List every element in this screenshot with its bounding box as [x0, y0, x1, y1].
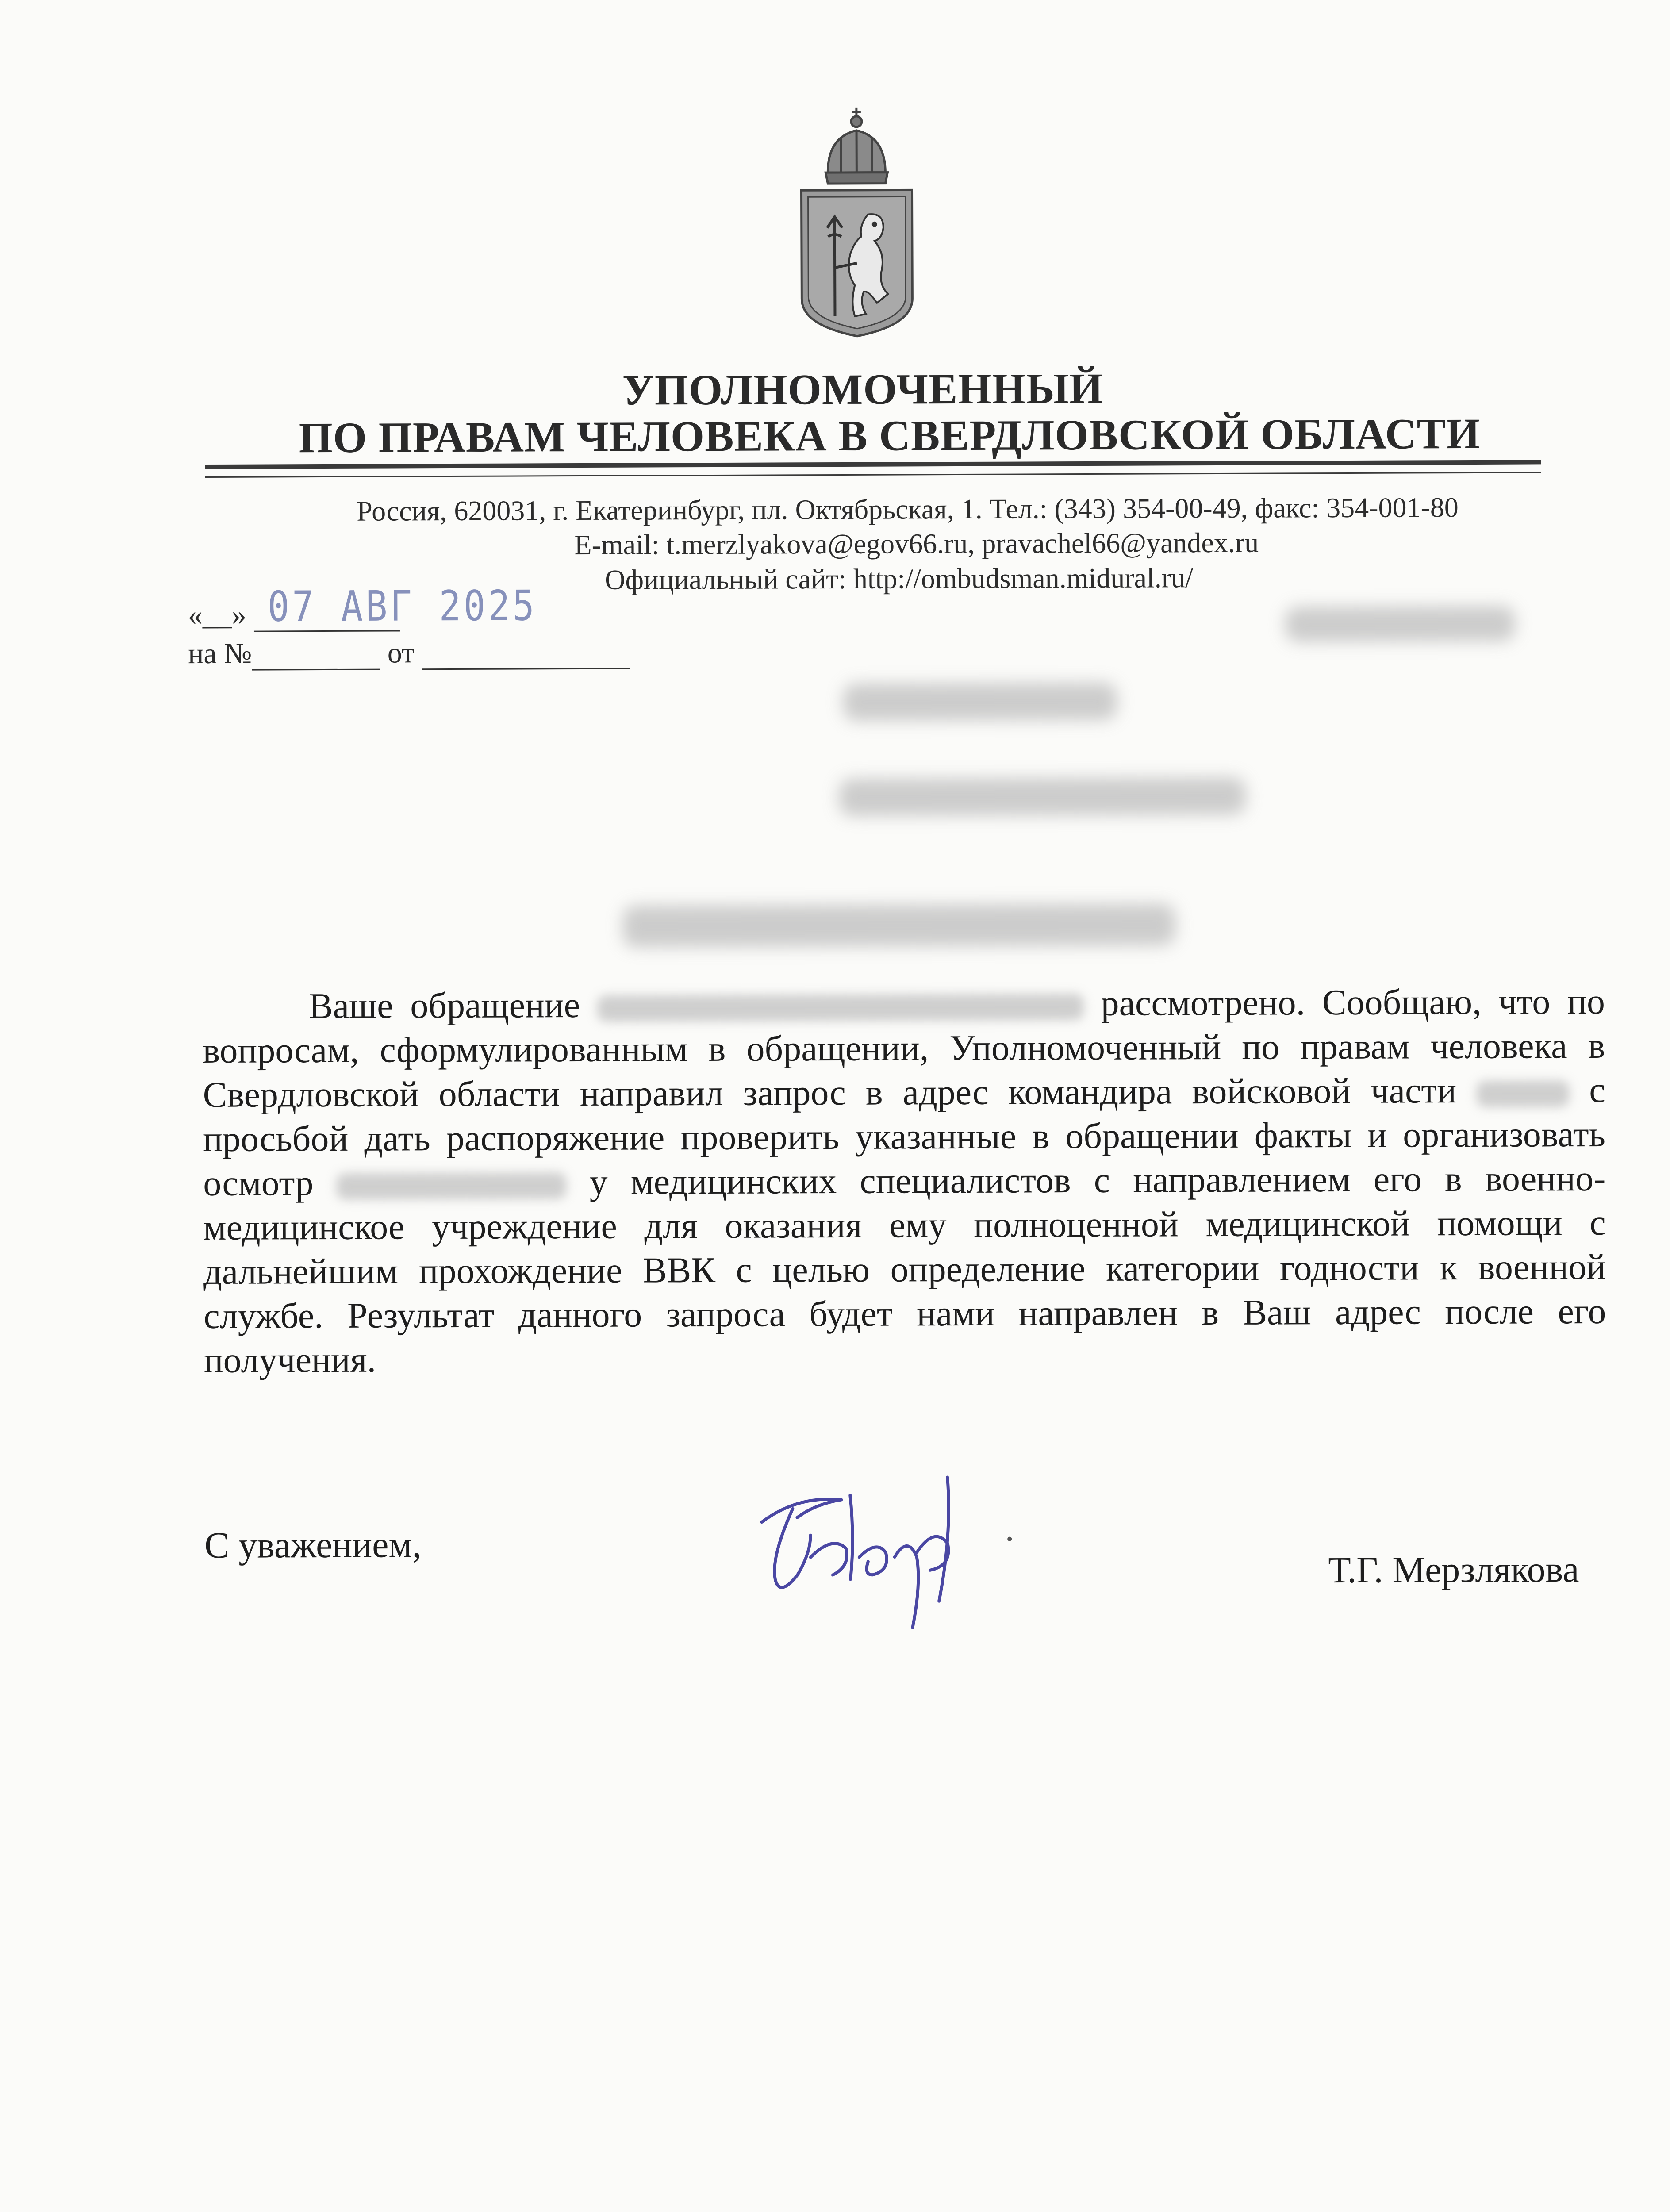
body-text-part-2: рассмотрено. Сообщаю, что по вопросам, сформулированным в обращении, Уполномоченный по правам человека в Свердловской области направил запрос в адрес командира войсковой части [203, 981, 1605, 1115]
org-title-line2: ПО ПРАВАМ ЧЕЛОВЕКА В СВЕРДЛОВСКОЙ ОБЛАСТИ [299, 410, 1481, 462]
redacted-appeal-number [597, 994, 1084, 1022]
redacted-recipient-email [839, 777, 1246, 816]
email-line: E-mail: t.merzlyakova@egov66.ru, pravachel66@yandex.ru [574, 526, 1259, 561]
redacted-recipient-name [843, 683, 1117, 721]
body-text-part-3: с просьбой дать распоряжение проверить указанные в обращении факты и организовать осмотр [203, 1069, 1606, 1204]
from-blank [422, 641, 630, 670]
body-text-part-1: Ваше обращение [308, 985, 580, 1026]
sverdlovsk-coat-of-arms-icon [783, 95, 930, 343]
address-line: Россия, 620031, г. Екатеринбург, пл. Октябрьская, 1. Тел.: (343) 354-00-49, факс: 354-001-80 [357, 492, 1459, 527]
handwritten-signature [744, 1468, 1054, 1655]
redacted-person-name [336, 1172, 566, 1200]
org-title-line1: УПОЛНОМОЧЕННЫЙ [622, 365, 1104, 415]
date-stamp: 07 АВГ 2025 [267, 582, 537, 631]
body-paragraph [203, 979, 1606, 1382]
ref-label: на № [188, 637, 252, 670]
redacted-outgoing-number [1285, 606, 1515, 642]
website-line: Официальный сайт: http://ombudsman.midural.ru/ [605, 562, 1193, 595]
signer-name: Т.Г. Мерзлякова [1328, 1549, 1579, 1591]
ref-blank [252, 642, 380, 671]
header-rule-thin [205, 472, 1541, 478]
date-quotes: «__» [188, 599, 246, 632]
letter-body [203, 979, 1606, 1382]
redacted-greeting [622, 903, 1175, 947]
reference-line [188, 636, 630, 671]
redacted-unit-number [1476, 1080, 1569, 1107]
closing-salutation: С уважением, [204, 1524, 422, 1566]
from-label: от [387, 637, 415, 669]
body-text-part-4: у медицинских специалистов с направлением его в военно-медицинское учреждение для оказания ему полноценной медицинской помощи с дальнейшим прохождение ВВК с целью определение категории годности к военной службе. Результат данного запроса будет нами направлен в Ваш адрес после его получения. [203, 1158, 1606, 1380]
